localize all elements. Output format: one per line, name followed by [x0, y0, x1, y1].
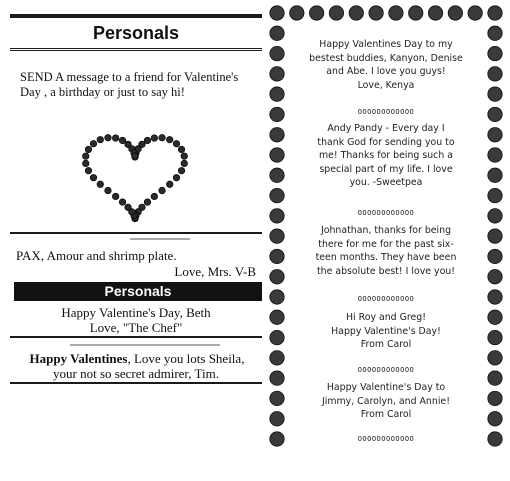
border-dot — [488, 168, 502, 182]
border-dot — [488, 188, 502, 202]
message-kenya — [294, 38, 478, 92]
border-dot — [488, 290, 502, 304]
message-divider — [10, 336, 262, 338]
border-dot — [270, 270, 284, 284]
border-dot — [488, 209, 502, 223]
heart-bead — [90, 140, 97, 147]
border-dot — [329, 6, 343, 20]
heart-bead — [97, 181, 104, 188]
faint-print-mark — [130, 238, 190, 240]
border-dot — [270, 67, 284, 81]
border-dot — [428, 6, 442, 20]
heart-bead — [105, 187, 112, 194]
heart-bead — [181, 160, 188, 167]
border-dot — [270, 310, 284, 324]
separator: OOOOOOOOOOOO — [357, 366, 415, 374]
heart-bead — [132, 153, 139, 160]
heart-bead — [178, 146, 185, 153]
heading-divider — [10, 48, 262, 49]
msg-line: and Abe. I love you guys! — [326, 66, 446, 78]
msg-line: me! Thanks for being such a — [318, 150, 453, 162]
border-dot — [270, 6, 284, 20]
border-dot — [488, 229, 502, 243]
border-dot — [270, 432, 284, 446]
heart-bead — [173, 140, 180, 147]
border-dot — [270, 229, 284, 243]
heart-bead — [90, 174, 97, 181]
border-dot — [488, 412, 502, 426]
msg-line: Jimmy, Carolyn, and Annie! — [322, 395, 450, 407]
heart-bead — [181, 153, 188, 160]
personals-bar-heading: Personals — [14, 282, 262, 301]
border-dot — [270, 330, 284, 344]
msg-line: teen months. They have been — [315, 252, 457, 264]
border-dot — [488, 67, 502, 81]
heart-bead — [112, 193, 119, 200]
heart-bead — [151, 193, 158, 200]
border-dot — [270, 46, 284, 60]
sheila-message-line-2: your not so secret admirer, Tim. — [53, 366, 219, 381]
message-roy-greg — [294, 311, 478, 352]
msg-line: bestest buddies, Kanyon, Denise — [309, 52, 463, 64]
msg-line: Happy Valentine's Day! — [331, 325, 441, 337]
message-johnathan — [294, 224, 478, 278]
msg-signature: Love, Kenya — [357, 79, 415, 91]
border-dot — [270, 148, 284, 162]
heart-bead — [151, 135, 158, 142]
heart-bead — [97, 136, 104, 143]
heart-bead — [85, 146, 92, 153]
beth-message-signature: Love, "The Chef" — [89, 320, 183, 335]
send-line-2: Day , a birthday or just to say hi! — [20, 85, 185, 99]
sheila-message-line-1 — [12, 351, 262, 367]
border-dot — [270, 351, 284, 365]
border-dot — [270, 290, 284, 304]
heart-bead — [159, 134, 166, 141]
faint-print-mark-2 — [70, 344, 220, 346]
border-dot — [369, 6, 383, 20]
separator: OOOOOOOOOOOO — [357, 435, 415, 443]
heart-bead — [82, 160, 89, 167]
message-sweetpea — [294, 122, 478, 190]
send-line-1: SEND A message to a friend for Valentine's — [20, 70, 239, 84]
msg-line: Happy Valentine's Day to — [326, 382, 446, 393]
heart-bead — [82, 153, 89, 160]
border-dot — [270, 209, 284, 223]
msg-signature: you. -Sweetpea — [349, 177, 423, 189]
border-dot — [270, 249, 284, 263]
msg-line: Hi Roy and Greg! — [346, 312, 426, 323]
heart-bead — [125, 204, 132, 211]
border-dot — [488, 391, 502, 405]
border-dot — [270, 87, 284, 101]
border-dot — [488, 87, 502, 101]
border-dot — [468, 6, 482, 20]
border-dot — [488, 270, 502, 284]
send-message-ad — [20, 70, 258, 100]
heart-bead — [144, 137, 151, 144]
heart-bead — [112, 135, 119, 142]
msg-signature: From Carol — [360, 339, 412, 351]
border-dot — [488, 26, 502, 40]
border-dot — [488, 128, 502, 142]
border-dot — [270, 168, 284, 182]
border-dot — [488, 107, 502, 121]
border-dot — [349, 6, 363, 20]
heart-bead — [166, 136, 173, 143]
msg-line: Johnathan, thanks for being — [320, 225, 452, 236]
top-rule — [10, 14, 262, 18]
heart-bead — [166, 181, 173, 188]
heart-bead — [178, 167, 185, 174]
msg-signature: From Carol — [360, 409, 412, 421]
border-dot — [488, 46, 502, 60]
border-dot — [270, 188, 284, 202]
msg-line: Andy Pandy - Every day I — [327, 123, 445, 134]
sheila-bold-text: Happy Valentines — [29, 351, 128, 366]
border-dot — [488, 310, 502, 324]
border-dot — [488, 249, 502, 263]
border-dot — [389, 6, 403, 20]
border-dot — [409, 6, 423, 20]
heart-bead — [173, 174, 180, 181]
personals-heading: Personals — [92, 23, 180, 43]
border-dot — [270, 371, 284, 385]
separator: OOOOOOOOOOOO — [357, 108, 415, 116]
separator: OOOOOOOOOOOO — [357, 295, 415, 303]
beaded-heart-icon — [80, 126, 190, 224]
border-dot — [488, 330, 502, 344]
separator: OOOOOOOOOOOO — [357, 209, 415, 217]
msg-line: special part of my life. I love — [319, 163, 453, 175]
border-dot — [270, 128, 284, 142]
pax-message-signature: Love, Mrs. V-B — [174, 264, 256, 279]
heading-divider-2 — [10, 50, 262, 51]
border-dot — [270, 391, 284, 405]
border-dot — [488, 6, 502, 20]
heart-bead — [85, 167, 92, 174]
sheila-rest-text: , Love you lots Sheila, — [127, 351, 245, 366]
newspaper-personals-column — [10, 14, 262, 380]
border-dot — [309, 6, 323, 20]
heart-bead — [159, 187, 166, 194]
border-dot — [270, 107, 284, 121]
border-dot — [290, 6, 304, 20]
msg-line: there for me for the past six- — [318, 238, 454, 250]
border-dot — [488, 371, 502, 385]
heart-bead — [105, 134, 112, 141]
border-dot — [488, 148, 502, 162]
heart-bead — [144, 199, 151, 206]
border-dot — [448, 6, 462, 20]
beth-message-line-1: Happy Valentine's Day, Beth — [61, 305, 211, 320]
border-dot — [488, 351, 502, 365]
border-dot — [270, 412, 284, 426]
message-jimmy — [294, 381, 478, 422]
border-dot — [270, 26, 284, 40]
msg-line: thank God for sending you to — [317, 136, 455, 148]
border-dot — [488, 432, 502, 446]
bottom-rule — [10, 382, 262, 384]
pax-message-line-1: PAX, Amour and shrimp plate. — [16, 248, 177, 263]
msg-line: the absolute best! I love you! — [316, 265, 456, 277]
heart-bead — [119, 199, 126, 206]
msg-line: Happy Valentines Day to my — [319, 39, 453, 50]
ad-divider — [10, 232, 262, 234]
valentine-card — [268, 4, 504, 448]
